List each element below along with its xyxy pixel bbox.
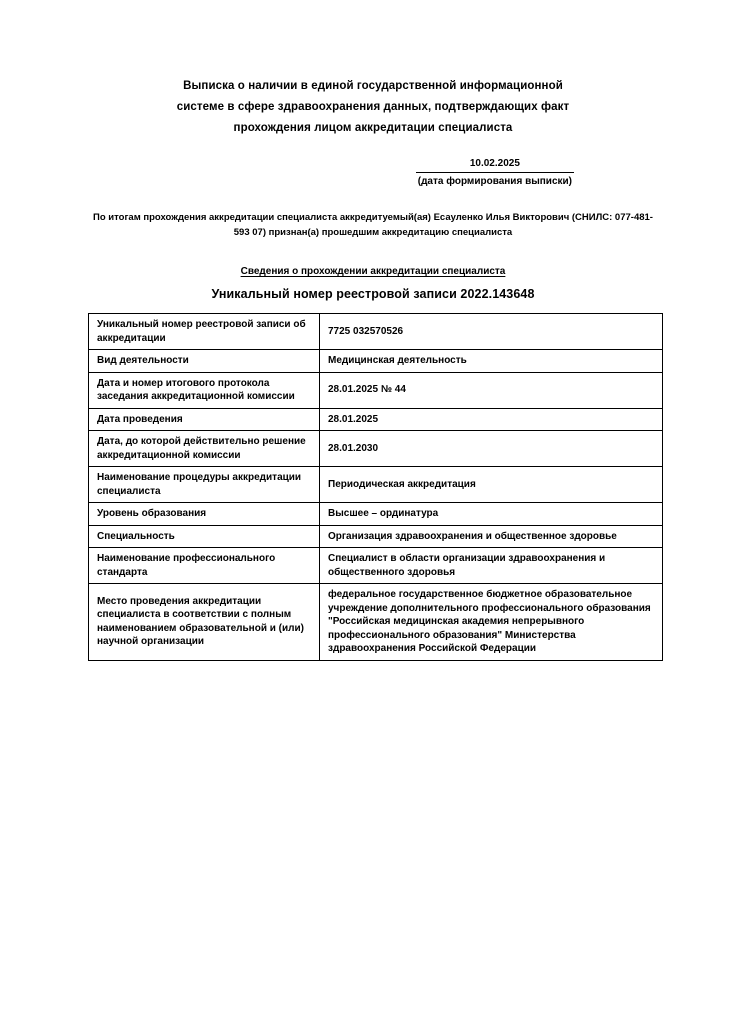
row-label: Наименование процедуры аккредитации специалиста <box>89 467 320 503</box>
row-value: 28.01.2030 <box>320 431 663 467</box>
document-title-line-1: Выписка о наличии в единой государственной информационной <box>183 80 563 92</box>
table-row-activity-type <box>89 350 663 373</box>
table-row-protocol-date-number <box>89 372 663 408</box>
document-title-line-2: системе в сфере здравоохранения данных, подтверждающих факт <box>176 101 570 113</box>
row-label: Специальность <box>89 525 320 548</box>
table-row-specialty <box>89 525 663 548</box>
formation-date-caption: (дата формирования выписки) <box>416 172 574 188</box>
table-row-valid-until-date <box>89 431 663 467</box>
formation-date: 10.02.2025 <box>469 158 520 169</box>
document-title <box>88 76 658 139</box>
row-label: Место проведения аккредитации специалиста в соответствии с полным наименованием образовательной и (или) научной организации <box>89 584 320 661</box>
document-title-line-3: прохождения лицом аккредитации специалиста <box>233 122 513 134</box>
row-label: Дата, до которой действительно решение аккредитационной комиссии <box>89 431 320 467</box>
row-value: Медицинская деятельность <box>320 350 663 373</box>
row-value: Периодическая аккредитация <box>320 467 663 503</box>
table-row-registry-number <box>89 314 663 350</box>
row-value: федеральное государственное бюджетное образовательное учреждение дополнительного профессионального образования "Российская медицинская академия непрерывного профессионального образования" Министерства здравоохранения Российской Федерации <box>320 584 663 661</box>
record-number-heading: Уникальный номер реестровой записи 2022.143648 <box>211 287 535 301</box>
row-value: Специалист в области организации здравоохранения и общественного здоровья <box>320 548 663 584</box>
table-row-education-level <box>89 503 663 526</box>
row-label: Уровень образования <box>89 503 320 526</box>
row-label: Дата проведения <box>89 408 320 431</box>
table-row-procedure-name <box>89 467 663 503</box>
formation-date-block <box>416 157 574 188</box>
row-value: Организация здравоохранения и общественное здоровье <box>320 525 663 548</box>
row-value: 28.01.2025 <box>320 408 663 431</box>
table-row-professional-standard <box>89 548 663 584</box>
row-label: Вид деятельности <box>89 350 320 373</box>
intro-paragraph: По итогам прохождения аккредитации специалиста аккредитуемый(ая) Есауленко Илья Викторович (СНИЛС: 077-481-593 07) признан(а) прошедшим аккредитацию специалиста <box>93 212 653 238</box>
section-heading: Сведения о прохождении аккредитации специалиста <box>240 266 506 277</box>
row-value: 28.01.2025 № 44 <box>320 372 663 408</box>
accreditation-table <box>88 313 663 661</box>
row-label: Уникальный номер реестровой записи об аккредитации <box>89 314 320 350</box>
row-value: Высшее – ординатура <box>320 503 663 526</box>
row-value: 7725 032570526 <box>320 314 663 350</box>
row-label: Дата и номер итогового протокола заседания аккредитационной комиссии <box>89 372 320 408</box>
table-row-accreditation-place <box>89 584 663 661</box>
row-label: Наименование профессионального стандарта <box>89 548 320 584</box>
table-row-conduct-date <box>89 408 663 431</box>
